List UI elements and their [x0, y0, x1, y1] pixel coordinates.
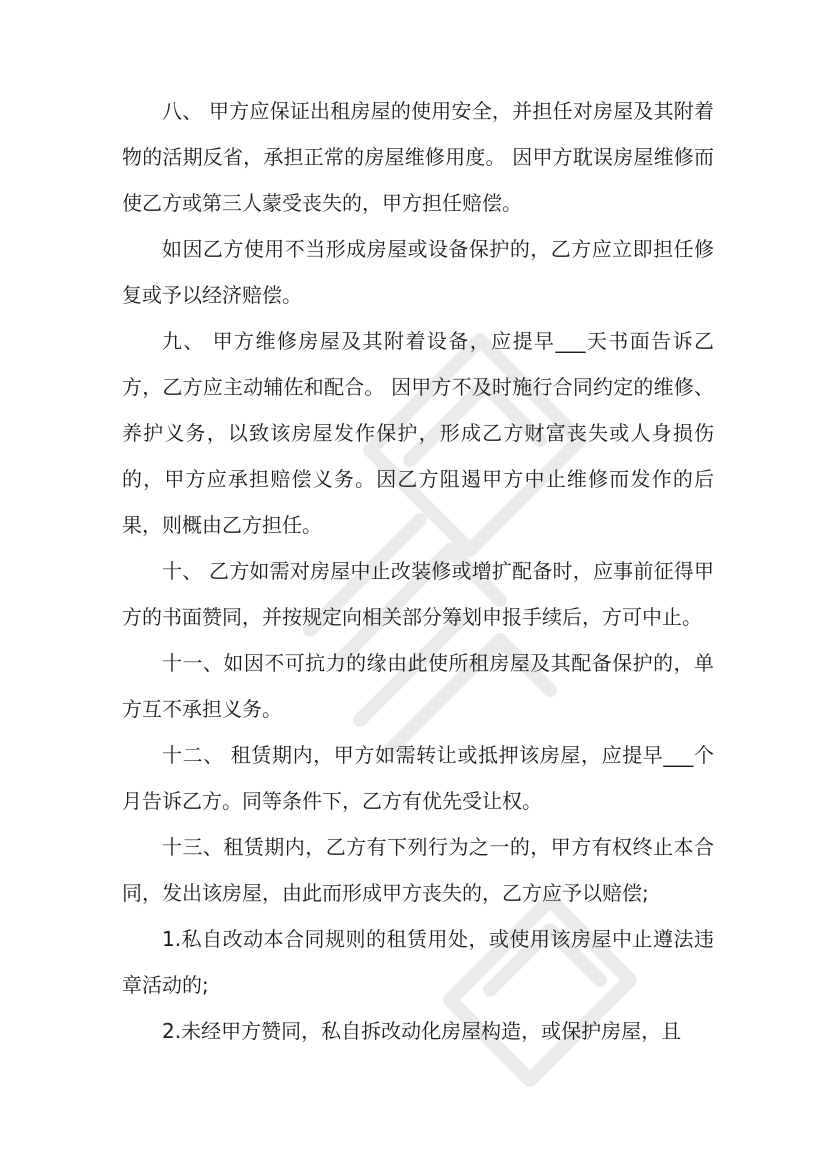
clause-12-paragraph: 十二、 租赁期内，甲方如需转让或抵押该房屋，应提早___个月告诉乙方。同等条件下，乙方有优先受让权。 — [122, 743, 714, 813]
clause-9-paragraph: 九、 甲方维修房屋及其附着设备，应提早___天书面告诉乙方，乙方应主动辅佐和配合。 因甲方不及时施行合同约定的维修、 养护义务，以致该房屋发作保护，形成乙方财富丧失或人身损伤的，甲方应承担赔偿义务。因乙方阻遏甲方中止维修而发作的后果，则概由乙方担任。 — [122, 329, 714, 537]
document-body — [122, 88, 714, 1054]
clause-10-paragraph: 十、 乙方如需对房屋中止改装修或增扩配备时，应事前征得甲方的书面赞同，并按规定向相关部分筹划申报手续后，方可中止。 — [122, 559, 714, 629]
clause-11-paragraph: 十一、如因不可抗力的缘由此使所租房屋及其配备保护的，单方互不承担义务。 — [122, 651, 714, 721]
clause-13-item-1: 1.私自改动本合同规则的租赁用处，或使用该房屋中止遵法违章活动的; — [122, 927, 714, 997]
clause-13-item-2: 2.未经甲方赞同，私自拆改动化房屋构造，或保护房屋，且 — [162, 1019, 682, 1043]
clause-8-supplement-paragraph: 如因乙方使用不当形成房屋或设备保护的，乙方应立即担任修复或予以经济赔偿。 — [122, 237, 714, 307]
clause-13-paragraph: 十三、租赁期内，乙方有下列行为之一的，甲方有权终止本合同，发出该房屋，由此而形成甲方丧失的，乙方应予以赔偿; — [122, 835, 714, 905]
clause-8-paragraph: 八、 甲方应保证出租房屋的使用安全，并担任对房屋及其附着物的活期反省，承担正常的房屋维修用度。 因甲方耽误房屋维修而使乙方或第三人蒙受丧失的，甲方担任赔偿。 — [122, 99, 714, 215]
